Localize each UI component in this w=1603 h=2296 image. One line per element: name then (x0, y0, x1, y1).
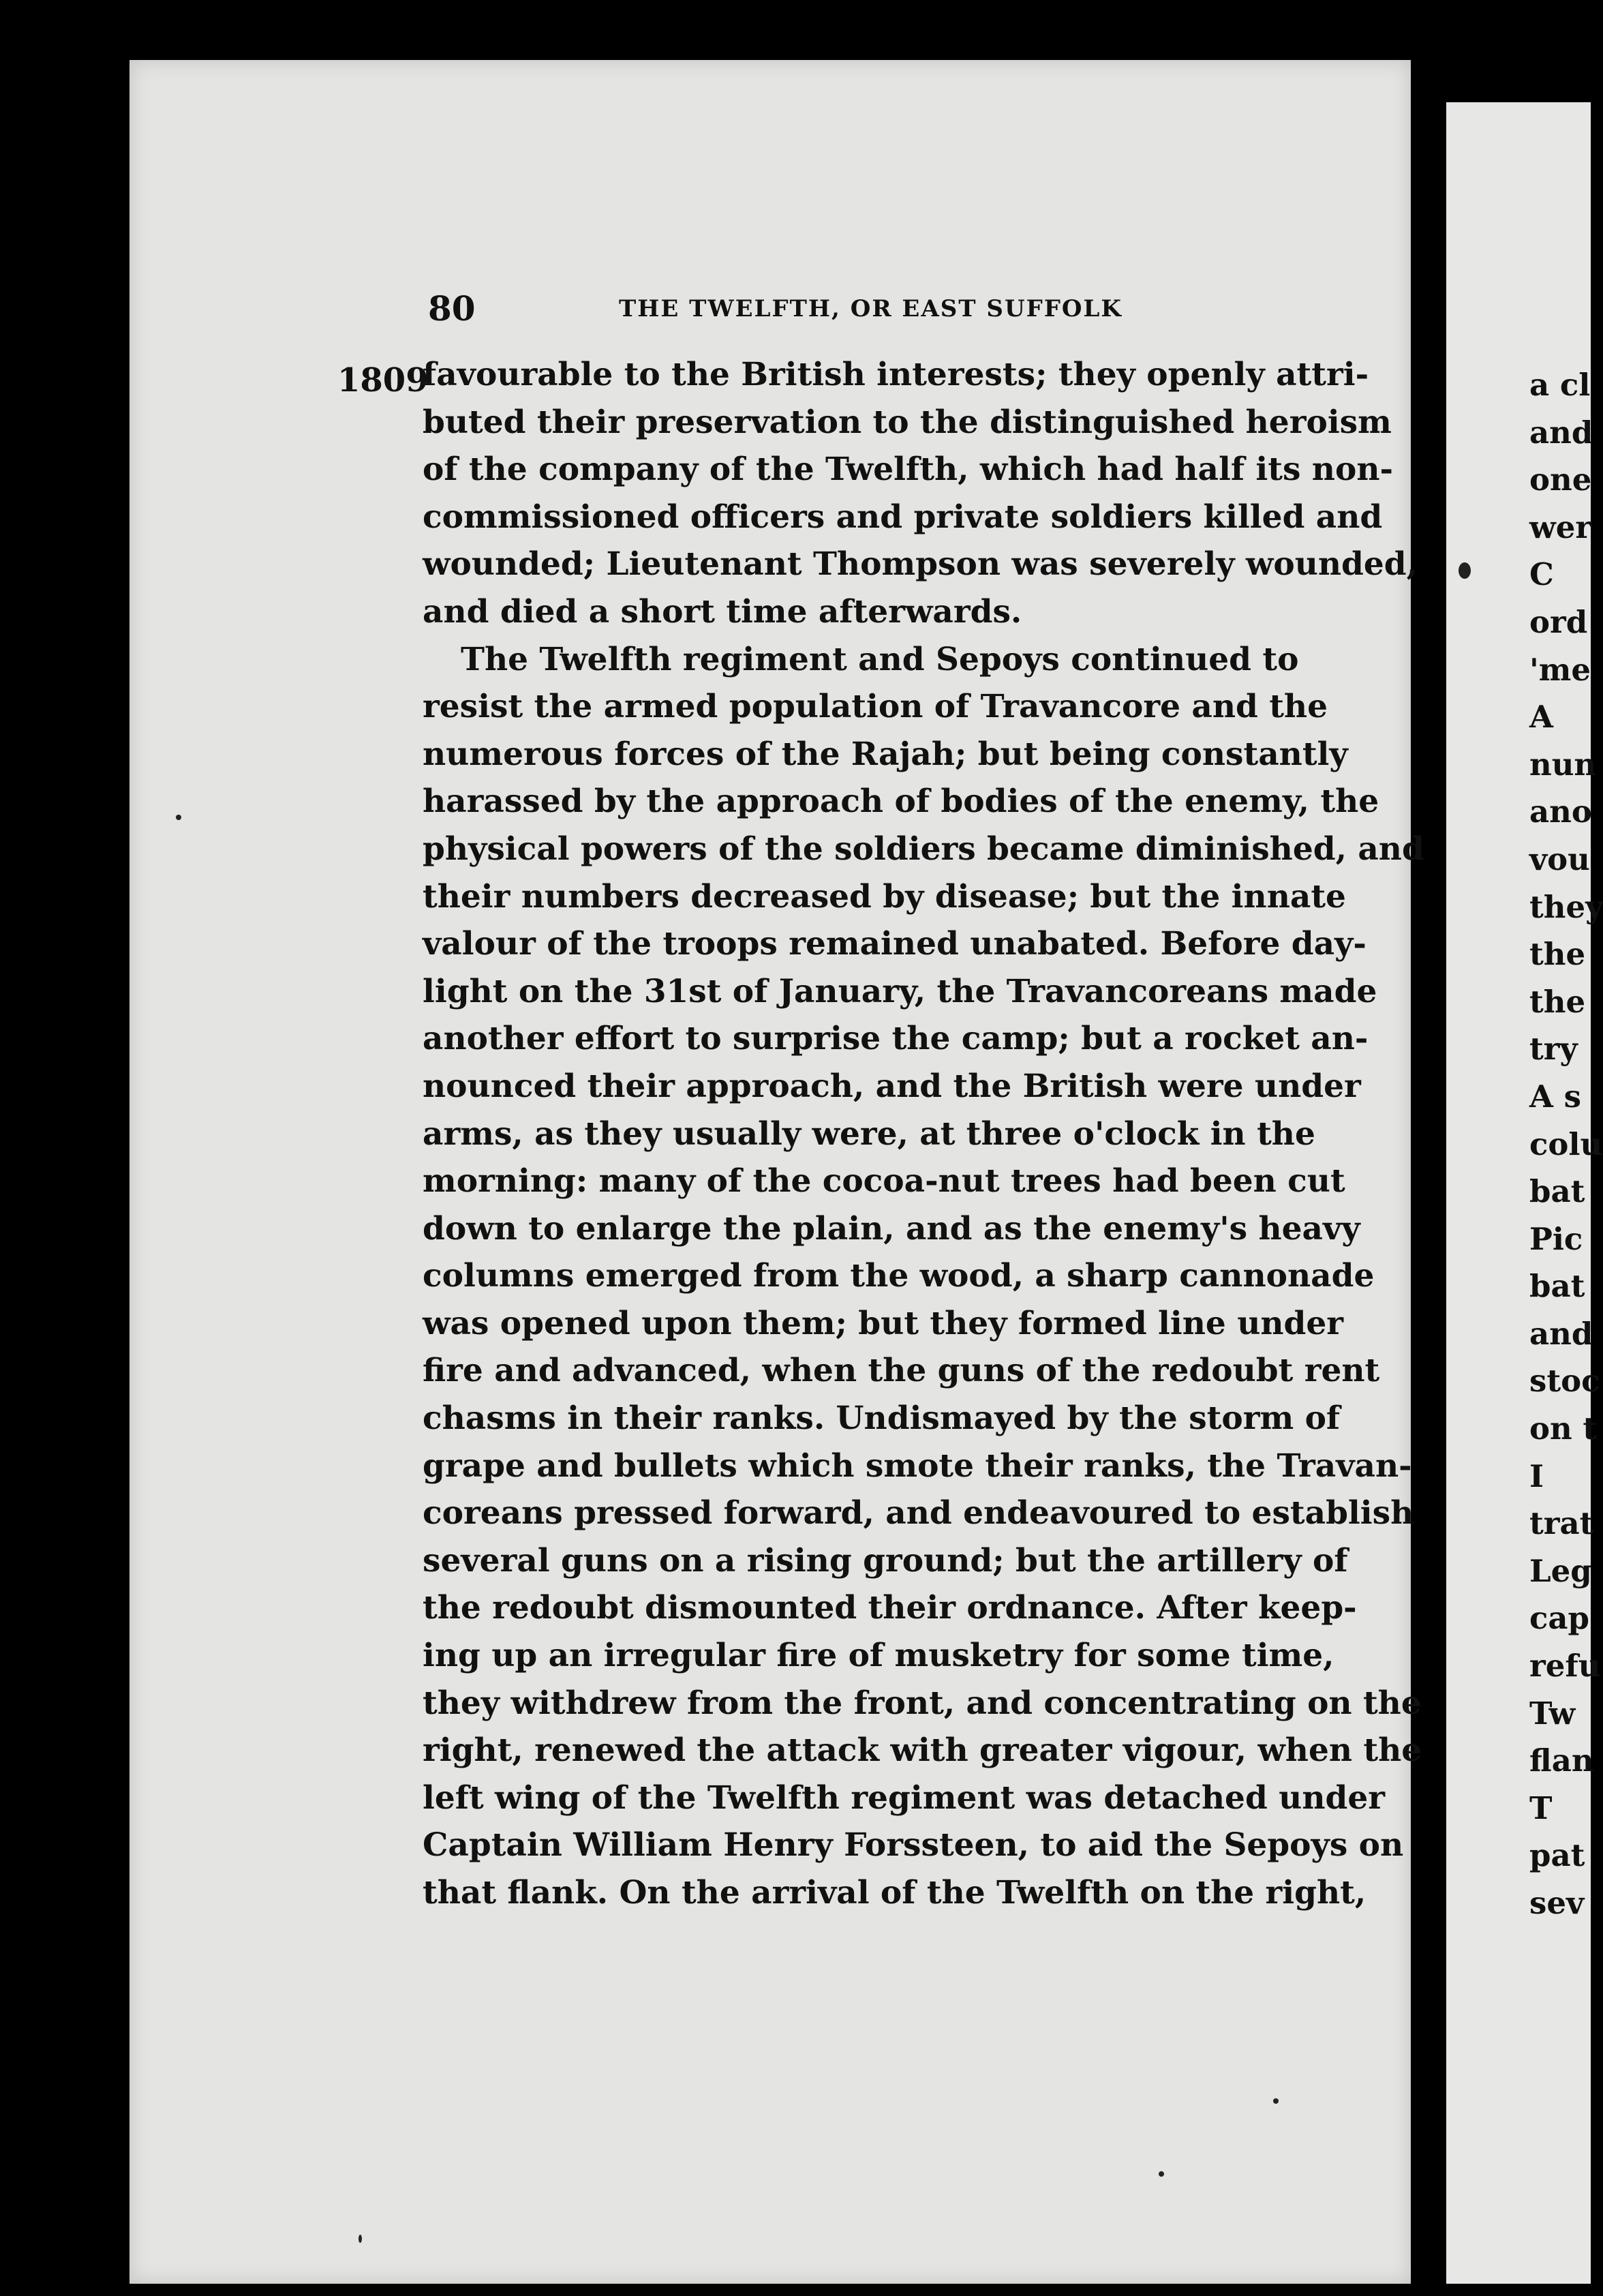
text-line: wounded; Lieutenant Thompson was severely wounded, (423, 545, 1418, 584)
text-line: down to enlarge the plain, and as the enemy's heavy (423, 1209, 1360, 1248)
fragment-line: colu (1529, 1126, 1603, 1162)
text-line: numerous forces of the Rajah; but being constantly (423, 735, 1348, 773)
text-line: and died a short time afterwards. (423, 592, 1022, 631)
text-line: favourable to the British interests; they openly attri- (423, 356, 1369, 393)
fragment-line: trat (1529, 1505, 1594, 1542)
running-head (428, 288, 1123, 329)
fragment-line: Tw (1529, 1695, 1576, 1732)
text-line: valour of the troops remained unabated. Before day- (423, 925, 1367, 963)
fragment-line: cap (1529, 1600, 1590, 1637)
fragment-line: and (1529, 414, 1593, 451)
fragment-line: pat (1529, 1837, 1585, 1874)
text-line: grape and bullets which smote their ranks, the Travan- (423, 1447, 1412, 1485)
fragment-line: I (1529, 1457, 1544, 1494)
ink-speck (358, 2235, 362, 2243)
fragment-line: they (1529, 888, 1603, 925)
year-margin-note: 1809 (337, 361, 429, 399)
running-title: THE TWELFTH, OR EAST SUFFOLK (619, 295, 1123, 322)
fragment-line: bat (1529, 1173, 1585, 1210)
text-line: light on the 31st of January, the Travancoreans made (423, 972, 1377, 1010)
ink-speck (1159, 2171, 1164, 2177)
text-line: ing up an irregular fire of musketry for some time, (423, 1637, 1334, 1675)
text-line: buted their preservation to the distinguished heroism (423, 403, 1392, 441)
text-line: commissioned officers and private soldiers killed and (423, 498, 1383, 536)
fragment-line: ord (1529, 603, 1588, 640)
text-line: left wing of the Twelfth regiment was detached under (423, 1779, 1386, 1817)
fragment-line: 'me (1529, 651, 1591, 688)
fragment-line: try (1529, 1031, 1578, 1068)
facing-page-fragments (1529, 361, 1603, 1927)
body-text (423, 351, 1424, 1917)
fragment-line: sev (1529, 1885, 1585, 1921)
text-line: their numbers decreased by disease; but the innate (423, 877, 1346, 916)
ink-speck (176, 815, 181, 820)
text-line: was opened upon them; but they formed line under (423, 1304, 1344, 1342)
text-line: right, renewed the attack with greater vigour, when the (423, 1732, 1422, 1770)
text-line: they withdrew from the front, and concentrating on the (423, 1684, 1422, 1722)
fragment-line: ano (1529, 794, 1592, 830)
fragment-line: the (1529, 936, 1586, 973)
text-line: that flank. On the arrival of the Twelfth on the right, (423, 1874, 1367, 1912)
text-line: the redoubt dismounted their ordnance. After keep- (423, 1589, 1357, 1627)
text-line: fire and advanced, when the guns of the redoubt rent (423, 1352, 1380, 1390)
fragment-line: a cl (1529, 367, 1591, 403)
fragment-line: and (1529, 1315, 1593, 1352)
text-line: harassed by the approach of bodies of the enemy, the (423, 783, 1379, 821)
text-line: resist the armed population of Travancore and the (423, 688, 1328, 726)
text-line: physical powers of the soldiers became diminished, and (423, 830, 1424, 868)
text-line: several guns on a rising ground; but the artillery of (423, 1541, 1348, 1580)
fragment-line: nun (1529, 746, 1597, 783)
fragment-line: refu (1529, 1648, 1601, 1685)
text-line: nounced their approach, and the British were under (423, 1067, 1361, 1105)
fragment-line: C (1529, 556, 1554, 593)
fragment-line: A s (1529, 1078, 1581, 1115)
text-line: arms, as they usually were, at three o'clock in the (423, 1115, 1315, 1153)
fragment-line: Leg (1529, 1552, 1592, 1589)
text-line: of the company of the Twelfth, which had half its non- (423, 451, 1393, 489)
fragment-line: Pic (1529, 1220, 1583, 1257)
ink-speck (1273, 2098, 1279, 2104)
fragment-line: stoc (1529, 1363, 1600, 1400)
fragment-line: one (1529, 462, 1592, 498)
text-line: columns emerged from the wood, a sharp cannonade (423, 1257, 1375, 1295)
fragment-line: A (1529, 699, 1553, 736)
text-line: chasms in their ranks. Undismayed by the storm of (423, 1400, 1341, 1438)
text-line: coreans pressed forward, and endeavoured to establish (423, 1494, 1414, 1532)
ink-speck (1459, 562, 1471, 579)
text-line: morning: many of the cocoa-nut trees had been cut (423, 1162, 1345, 1200)
fragment-line: on t (1529, 1410, 1598, 1447)
text-line: another effort to surprise the camp; but a rocket an- (423, 1020, 1369, 1058)
page-number: 80 (428, 288, 476, 329)
fragment-line: T (1529, 1789, 1553, 1826)
text-line: The Twelfth regiment and Sepoys continued to (461, 640, 1299, 678)
fragment-line: vou (1529, 841, 1590, 877)
fragment-line: flan (1529, 1742, 1594, 1779)
fragment-line: wer (1529, 509, 1592, 545)
fragment-line: bat (1529, 1268, 1585, 1305)
text-line: Captain William Henry Forssteen, to aid the Sepoys on (423, 1826, 1404, 1864)
fragment-line: the (1529, 983, 1586, 1020)
